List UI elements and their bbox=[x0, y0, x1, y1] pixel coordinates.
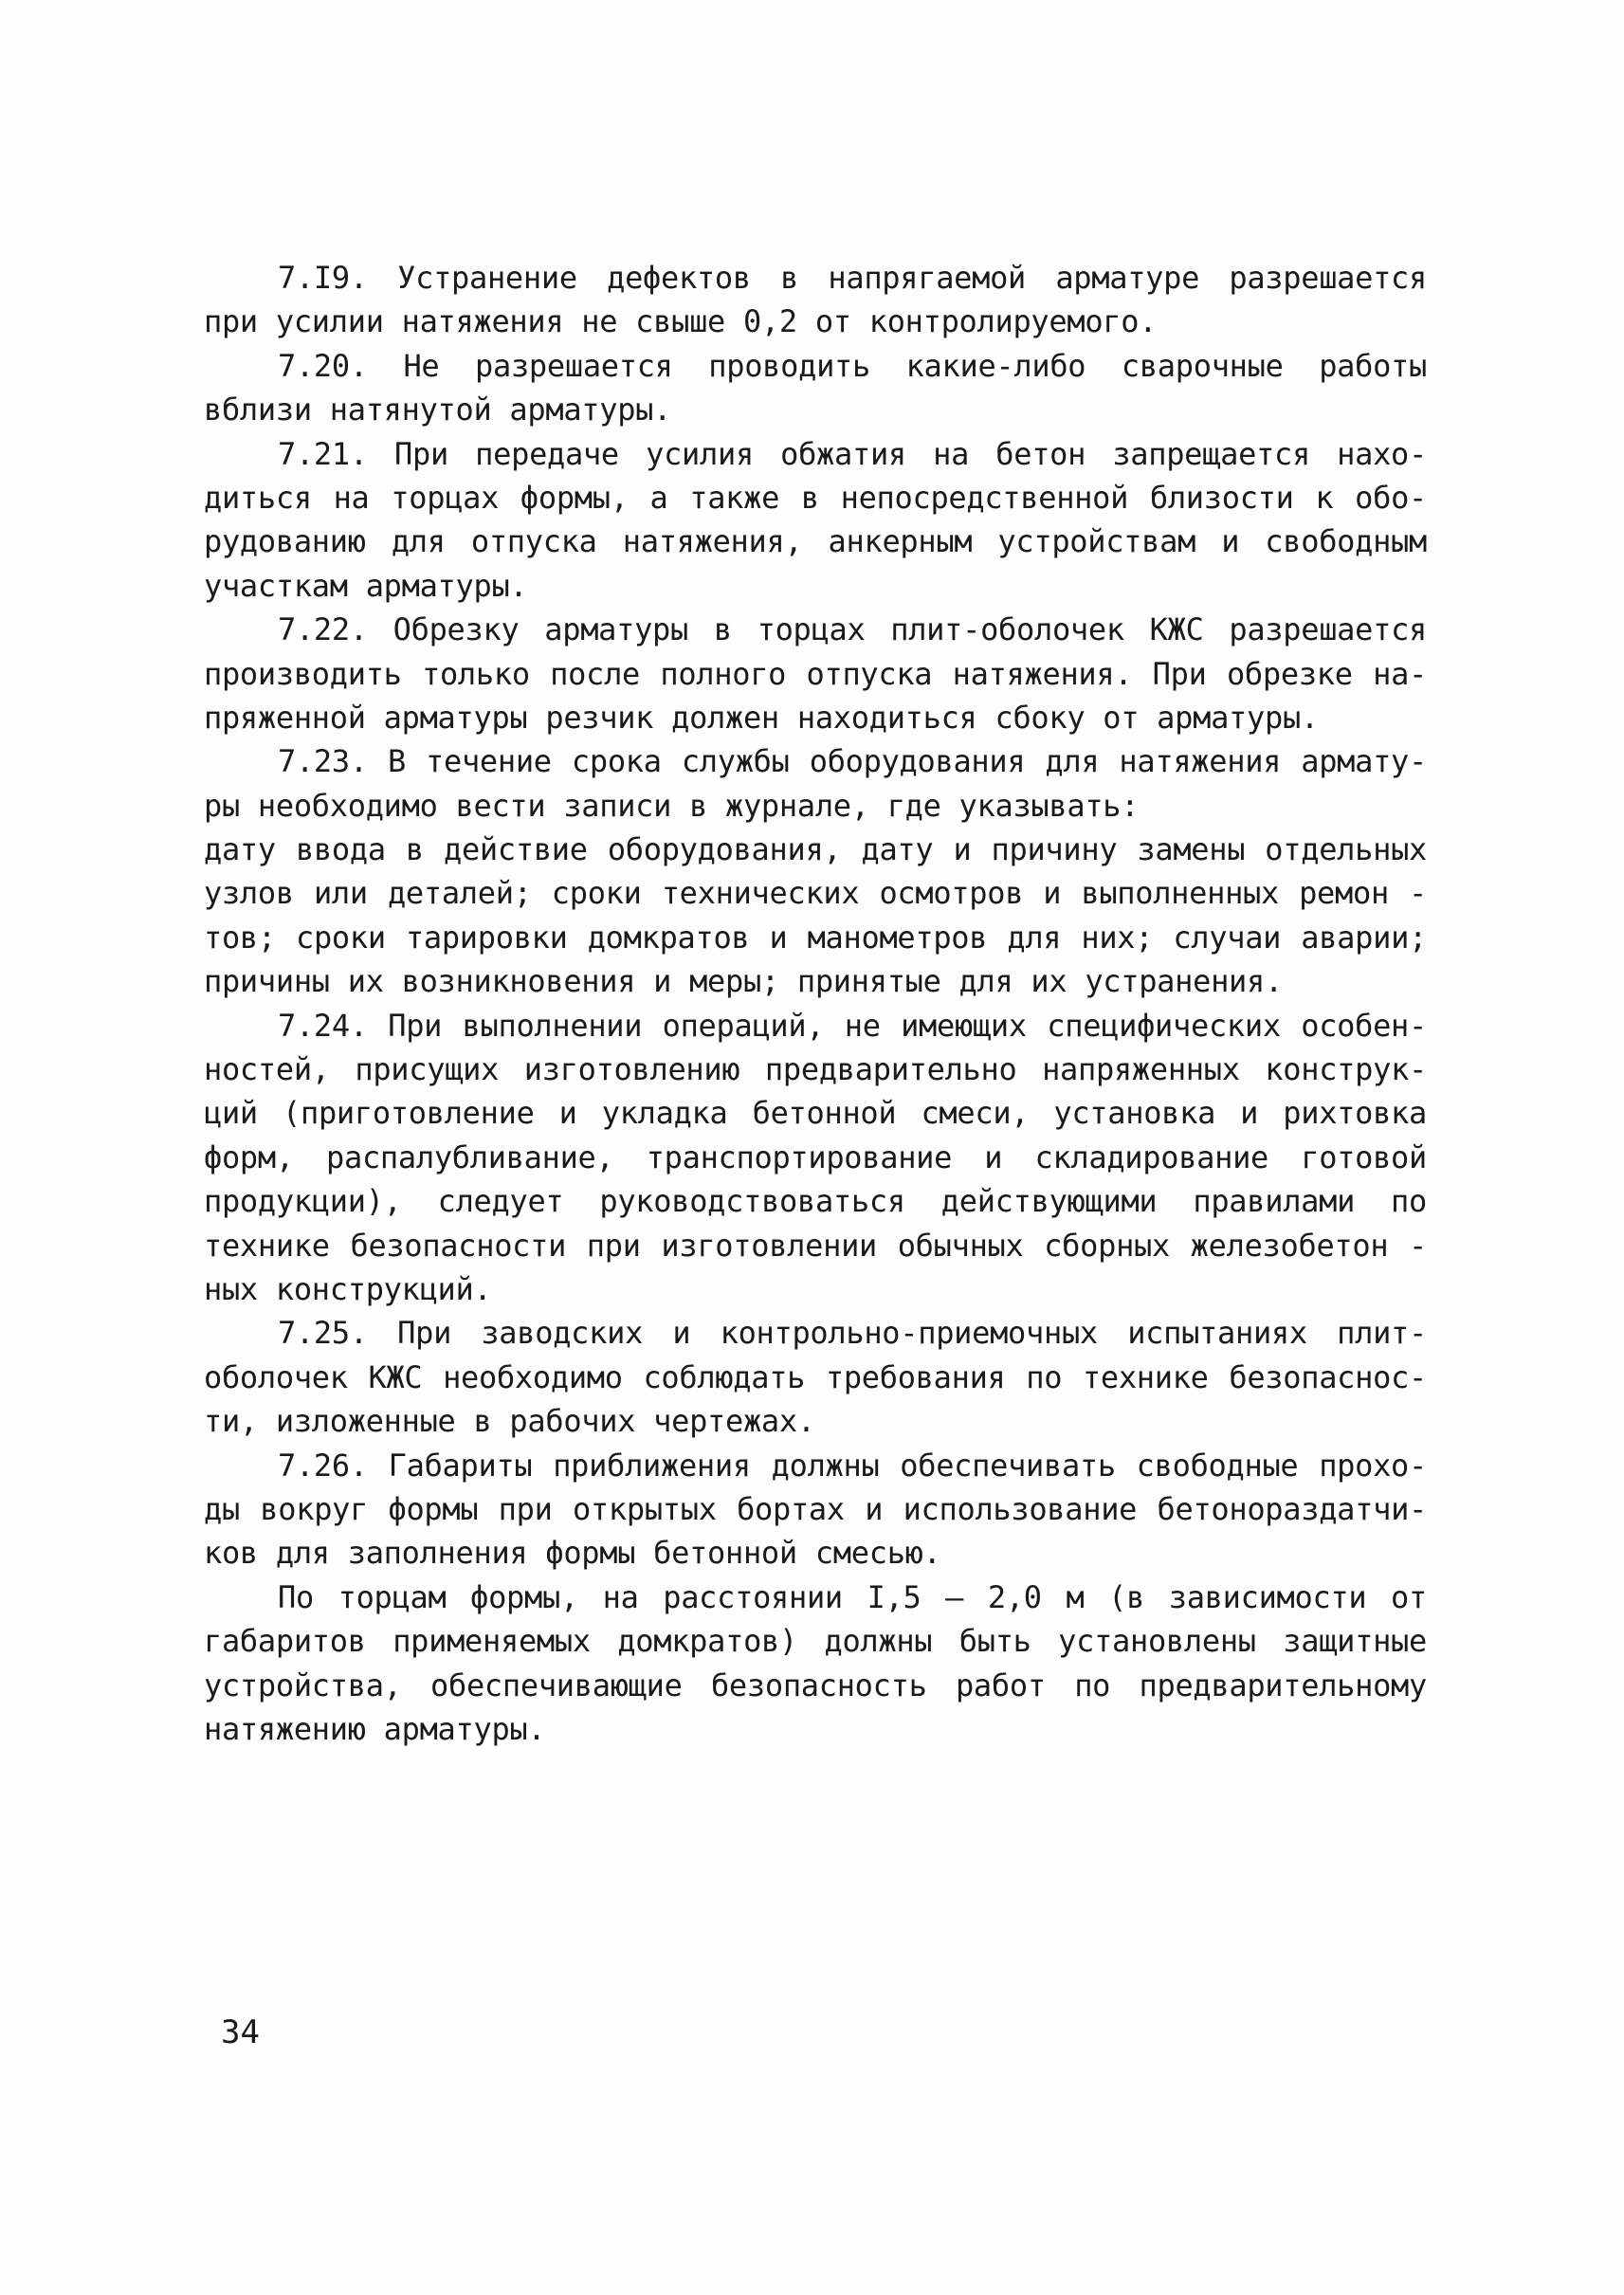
text-line: продукции), следует руководствоваться действующими правилами по bbox=[204, 1183, 1427, 1220]
text-line: дату ввода в действие оборудования, дату и причину замены отдельных bbox=[204, 831, 1427, 868]
text-line: участкам арматуры. bbox=[204, 567, 528, 604]
text-line: при усилии натяжения не свыше 0,2 от контролируемого. bbox=[204, 303, 1158, 340]
text-line: 7.21. При передаче усилия обжатия на бетон запрещается нахо- bbox=[278, 435, 1427, 472]
text-line: 7.20. Не разрешается проводить какие-либо сварочные работы bbox=[278, 347, 1427, 384]
text-line: натяжению арматуры. bbox=[204, 1710, 546, 1747]
text-line: По торцам формы, на расстоянии I,5 — 2,0 м (в зависимости от bbox=[278, 1578, 1427, 1615]
text-line: причины их возникновения и меры; принятые для их устранения. bbox=[204, 963, 1283, 1000]
text-line: ностей, присущих изготовлению предварительно напряженных конструк- bbox=[204, 1051, 1427, 1088]
text-line: оболочек КЖС необходимо соблюдать требования по технике безопаснос- bbox=[204, 1358, 1427, 1395]
text-line: 7.I9. Устранение дефектов в напрягаемой арматуре разрешается bbox=[278, 260, 1427, 296]
text-line: габаритов применяемых домкратов) должны быть установлены защитные bbox=[204, 1623, 1427, 1660]
text-line: устройства, обеспечивающие безопасность работ по предварительному bbox=[204, 1667, 1427, 1703]
page-number: 34 bbox=[221, 2013, 260, 2051]
text-line: ды вокруг формы при открытых бортах и использование бетонораздатчи- bbox=[204, 1490, 1427, 1527]
text-line: ков для заполнения формы бетонной смесью. bbox=[204, 1535, 941, 1572]
text-line: форм, распалубливание, транспортирование и складирование готовой bbox=[204, 1138, 1427, 1175]
text-line: тов; сроки тарировки домкратов и манометров для них; случаи аварии; bbox=[204, 919, 1427, 956]
body-text bbox=[204, 256, 1427, 1751]
text-line: 7.25. При заводских и контрольно-приемочных испытаниях плит- bbox=[278, 1315, 1427, 1352]
text-line: ных конструкций. bbox=[204, 1270, 492, 1307]
text-line: 7.23. В течение срока службы оборудования для натяжения армату- bbox=[278, 743, 1427, 780]
text-line: технике безопасности при изготовлении обычных сборных железобетон - bbox=[204, 1227, 1427, 1264]
text-line: ры необходимо вести записи в журнале, где указывать: bbox=[204, 787, 1140, 824]
text-line: производить только после полного отпуска натяжения. При обрезке на- bbox=[204, 655, 1427, 692]
text-line: рудованию для отпуска натяжения, анкерным устройствам и свободным bbox=[204, 523, 1427, 560]
text-line: ций (приготовление и укладка бетонной смеси, установка и рихтовка bbox=[204, 1095, 1427, 1132]
text-line: 7.26. Габариты приближения должны обеспечивать свободные прохо- bbox=[278, 1447, 1427, 1484]
text-line: диться на торцах формы, а также в непосредственной близости к обо- bbox=[204, 479, 1427, 516]
text-line: узлов или деталей; сроки технических осмотров и выполненных ремон - bbox=[204, 875, 1427, 912]
text-line: 7.24. При выполнении операций, не имеющих специфических особен- bbox=[278, 1007, 1427, 1044]
text-line: вблизи натянутой арматуры. bbox=[204, 392, 672, 428]
text-line: пряженной арматуры резчик должен находиться сбоку от арматуры. bbox=[204, 699, 1319, 736]
text-line: ти, изложенные в рабочих чертежах. bbox=[204, 1403, 815, 1440]
text-line: 7.22. Обрезку арматуры в торцах плит-оболочек КЖС разрешается bbox=[278, 611, 1427, 648]
